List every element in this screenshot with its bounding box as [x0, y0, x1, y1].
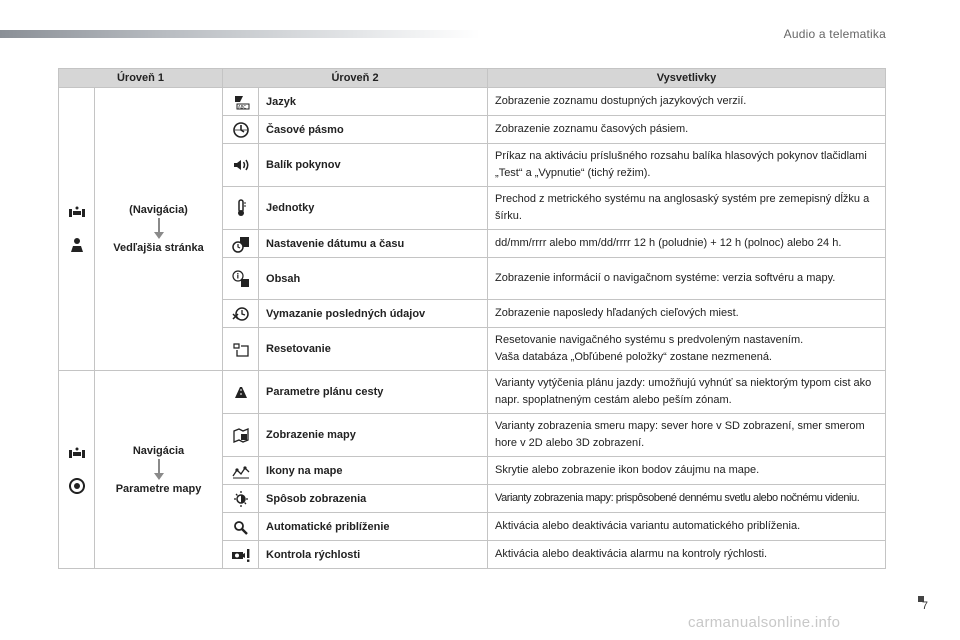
voice-commands-icon	[231, 156, 251, 174]
row-description: Varianty vytýčenia plánu jazdy: umožňujú vyhnúť sa niektorým typom cist ako napr. spoplatneným cestám alebo peším zónam.	[488, 371, 886, 414]
settings-table	[58, 68, 886, 569]
row-label: Spôsob zobrazenia	[259, 485, 488, 513]
reset-icon	[231, 340, 251, 358]
map-view-icon	[231, 426, 251, 444]
row-label: Vymazanie posledných údajov	[259, 300, 488, 328]
navigation-menu-icon	[67, 204, 87, 222]
row-label: Parametre plánu cesty	[259, 371, 488, 414]
navigation-menu-icon	[67, 445, 87, 463]
row-label: Nastavenie dátumu a času	[259, 230, 488, 258]
group2-label	[95, 371, 223, 569]
language-icon	[231, 93, 251, 111]
speed-camera-icon	[231, 546, 251, 564]
page-number: 7	[921, 600, 928, 612]
group2-label-top: Navigácia	[132, 444, 185, 457]
group2-icons	[59, 371, 95, 569]
row-description: Zobrazenie zoznamu časových pásiem.	[488, 116, 886, 144]
group1-label-bottom: Vedľajšia stránka	[113, 242, 204, 254]
row-description-line: Vaša databáza „Obľúbené položky“ zostane nezmenená.	[495, 351, 772, 363]
row-label: Zobrazenie mapy	[259, 414, 488, 457]
row-label: Jazyk	[259, 88, 488, 116]
row-description: Prechod z metrického systému na anglosaský systém pre zemepisný dĺžku a šírku.	[488, 187, 886, 230]
row-description: Aktivácia alebo deaktivácia alarmu na kontroly rýchlosti.	[488, 541, 886, 569]
row-label: Kontrola rýchlosti	[259, 541, 488, 569]
row-label: Časové pásmo	[259, 116, 488, 144]
info-icon	[231, 270, 251, 288]
row-description	[488, 328, 886, 371]
map-settings-icon	[67, 477, 87, 495]
row-label: Ikony na mape	[259, 457, 488, 485]
row-label: Resetovanie	[259, 328, 488, 371]
row-description: Varianty zobrazenia smeru mapy: sever hore v SD zobrazení, smer smerom hore v 2D alebo 3D zobrazení.	[488, 414, 886, 457]
arrow-down-icon	[155, 459, 163, 481]
group2-label-bottom: Parametre mapy	[115, 482, 202, 495]
group1-icons	[59, 88, 95, 371]
group1-label	[95, 88, 223, 371]
row-label: Jednotky	[259, 187, 488, 230]
header-level2: Úroveň 2	[223, 69, 488, 88]
poi-icon	[231, 462, 251, 480]
secondary-page-icon	[67, 236, 87, 254]
timezone-icon	[231, 121, 251, 139]
row-description: Skrytie alebo zobrazenie ikon bodov záujmu na mape.	[488, 457, 886, 485]
row-label: Balík pokynov	[259, 144, 488, 187]
row-description: Zobrazenie naposledy hľadaných cieľových miest.	[488, 300, 886, 328]
table-header-row	[59, 69, 886, 88]
watermark: carmanualsonline.info	[688, 614, 841, 631]
group1-label-top: (Navigácia)	[129, 204, 188, 216]
table-row	[59, 371, 886, 414]
row-description: dd/mm/rrrr alebo mm/dd/rrrr 12 h (poludnie) + 12 h (polnoc) alebo 24 h.	[488, 230, 886, 258]
erase-history-icon	[231, 305, 251, 323]
row-description: Zobrazenie informácií o navigačnom systéme: verzia softvéru a mapy.	[488, 258, 886, 300]
arrow-down-icon	[155, 218, 163, 240]
row-description: Zobrazenie zoznamu dostupných jazykových verzií.	[488, 88, 886, 116]
row-description: Príkaz na aktiváciu príslušného rozsahu balíka hlasových pokynov tlačidlami „Test“ a „Vypnutie“ (tichý režim).	[488, 144, 886, 187]
row-description: Varianty zobrazenia mapy: prispôsobené dennému svetlu alebo nočnému videniu.	[488, 485, 886, 513]
auto-zoom-icon	[231, 518, 251, 536]
header-description: Vysvetlivky	[488, 69, 886, 88]
units-icon	[231, 199, 251, 217]
day-night-icon	[231, 490, 251, 508]
header-gradient-bar	[0, 30, 480, 38]
route-icon	[231, 383, 251, 401]
svg-text:ABC: ABC	[237, 103, 246, 109]
table-row	[59, 88, 886, 116]
row-description-line: Resetovanie navigačného systému s predvoleným nastavením.	[495, 334, 804, 346]
row-label: Obsah	[259, 258, 488, 300]
header-level1: Úroveň 1	[59, 69, 223, 88]
row-label: Automatické priblíženie	[259, 513, 488, 541]
svg-text:i: i	[236, 272, 239, 281]
date-time-icon	[231, 235, 251, 253]
section-title: Audio a telematika	[783, 27, 886, 41]
row-description: Aktivácia alebo deaktivácia variantu automatického priblíženia.	[488, 513, 886, 541]
